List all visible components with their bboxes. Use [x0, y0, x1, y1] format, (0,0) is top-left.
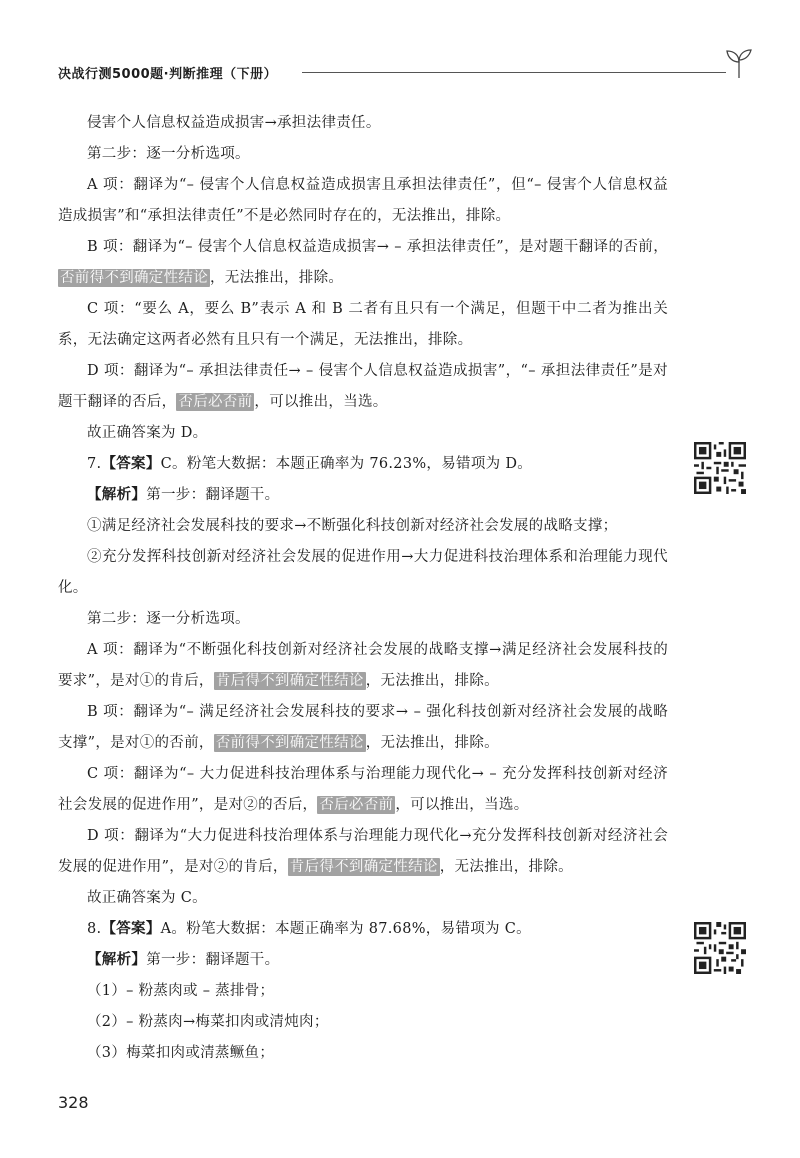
running-header — [58, 63, 758, 85]
text-run: ，无法推出，排除。 — [210, 270, 344, 286]
highlight-tag: 肯后得不到确定性结论 — [289, 859, 438, 875]
page-body — [58, 108, 668, 1069]
paragraph — [58, 945, 668, 976]
section-marker: 【答案】 — [101, 921, 161, 937]
text-run: D 项：翻译为“– 承担法律责任→ – 侵害个人信息权益造成损害”，“– 承担法律责任”是对题干翻译的否后， — [58, 363, 668, 410]
qr-code-question-7[interactable] — [694, 442, 746, 494]
highlight-tag: 肯后得不到确定性结论 — [215, 673, 364, 689]
text-run: A 项：翻译为“不断强化科技创新对经济社会发展的战略支撑→满足经济社会发展科技的要求”，是对①的肯后， — [58, 642, 668, 689]
text-run: B 项：翻译为“– 满足经济社会发展科技的要求→ – 强化科技创新对经济社会发展的战略支撑”，是对①的否前， — [58, 704, 668, 751]
text-run: C 项：“要么 A，要么 B”表示 A 和 B 二者有且只有一个满足，但题干中二者为推出关系，无法确定这两者必然有且只有一个满足，无法推出，排除。 — [58, 301, 668, 348]
text-run: 第一步：翻译题干。 — [146, 952, 280, 968]
text-run: ，无法推出，排除。 — [365, 735, 499, 751]
qr-code-question-8[interactable] — [694, 922, 746, 974]
text-run: 第一步：翻译题干。 — [146, 487, 280, 503]
paragraph — [58, 697, 668, 759]
header-rule — [302, 72, 726, 73]
paragraph — [58, 294, 668, 356]
text-run: ，可以推出，当选。 — [395, 797, 529, 813]
text-run: ，无法推出，排除。 — [365, 673, 499, 689]
text-run: （1）– 粉蒸肉或 – 蒸排骨； — [87, 983, 275, 999]
text-run: 第二步：逐一分析选项。 — [87, 146, 250, 162]
text-run: 故正确答案为 D。 — [87, 425, 208, 441]
book-title: 决战行测5000题·判断推理（下册） — [58, 67, 278, 82]
text-run: B 项：翻译为“– 侵害个人信息权益造成损害→ – 承担法律责任”，是对题干翻译的否前， — [87, 239, 668, 255]
text-run: A。粉笔大数据：本题正确率为 87.68%，易错项为 C。 — [160, 921, 531, 937]
paragraph — [58, 759, 668, 821]
text-run: 8. — [87, 921, 102, 937]
paragraph — [58, 914, 668, 945]
paragraph — [58, 232, 668, 294]
page-number: 328 — [58, 1093, 89, 1112]
text-run: （2）– 粉蒸肉→梅菜扣肉或清炖肉； — [87, 1014, 329, 1030]
section-marker: 【答案】 — [101, 456, 161, 472]
qr-code-icon — [694, 922, 746, 974]
paragraph — [58, 170, 668, 232]
text-run: ①满足经济社会发展科技的要求→不断强化科技创新对经济社会发展的战略支撑； — [87, 518, 618, 534]
text-run: D 项：翻译为“大力促进科技治理体系与治理能力现代化→充分发挥科技创新对经济社会发展的促进作用”，是对②的肯后， — [58, 828, 668, 875]
paragraph — [58, 480, 668, 511]
text-run: 7. — [87, 456, 102, 472]
text-run: 故正确答案为 C。 — [87, 890, 207, 906]
paragraph — [58, 635, 668, 697]
paragraph — [58, 1007, 668, 1038]
paragraph — [58, 976, 668, 1007]
text-run: ，无法推出，排除。 — [439, 859, 573, 875]
paragraph — [58, 1038, 668, 1069]
highlight-tag: 否前得不到确定性结论 — [60, 270, 208, 286]
text-run: 侵害个人信息权益造成损害→承担法律责任。 — [87, 115, 381, 131]
text-run: C。粉笔大数据：本题正确率为 76.23%，易错项为 D。 — [160, 456, 533, 472]
leaf-sprout-icon — [724, 47, 754, 79]
paragraph — [58, 604, 668, 635]
text-run: C 项：翻译为“– 大力促进科技治理体系与治理能力现代化→ – 充分发挥科技创新对经济社会发展的促进作用”，是对②的否后， — [58, 766, 668, 813]
section-marker: 【解析】 — [87, 487, 147, 503]
paragraph — [58, 139, 668, 170]
section-marker: 【解析】 — [87, 952, 147, 968]
highlight-tag: 否后必否前 — [319, 797, 394, 813]
paragraph — [58, 449, 668, 480]
highlight-tag: 否前得不到确定性结论 — [215, 735, 364, 751]
text-run: 第二步：逐一分析选项。 — [87, 611, 250, 627]
text-run: ，可以推出，当选。 — [254, 394, 388, 410]
qr-code-icon — [694, 442, 746, 494]
paragraph — [58, 356, 668, 418]
paragraph — [58, 883, 668, 914]
paragraph — [58, 418, 668, 449]
paragraph — [58, 511, 668, 542]
text-run: ②充分发挥科技创新对经济社会发展的促进作用→大力促进科技治理体系和治理能力现代化。 — [58, 549, 668, 596]
text-run: （3）梅菜扣肉或清蒸鳜鱼； — [87, 1045, 275, 1061]
highlight-tag: 否后必否前 — [178, 394, 253, 410]
paragraph — [58, 108, 668, 139]
paragraph — [58, 542, 668, 604]
text-run: A 项：翻译为“– 侵害个人信息权益造成损害且承担法律责任”，但“– 侵害个人信息权益造成损害”和“承担法律责任”不是必然同时存在的，无法推出，排除。 — [58, 177, 668, 224]
paragraph — [58, 821, 668, 883]
